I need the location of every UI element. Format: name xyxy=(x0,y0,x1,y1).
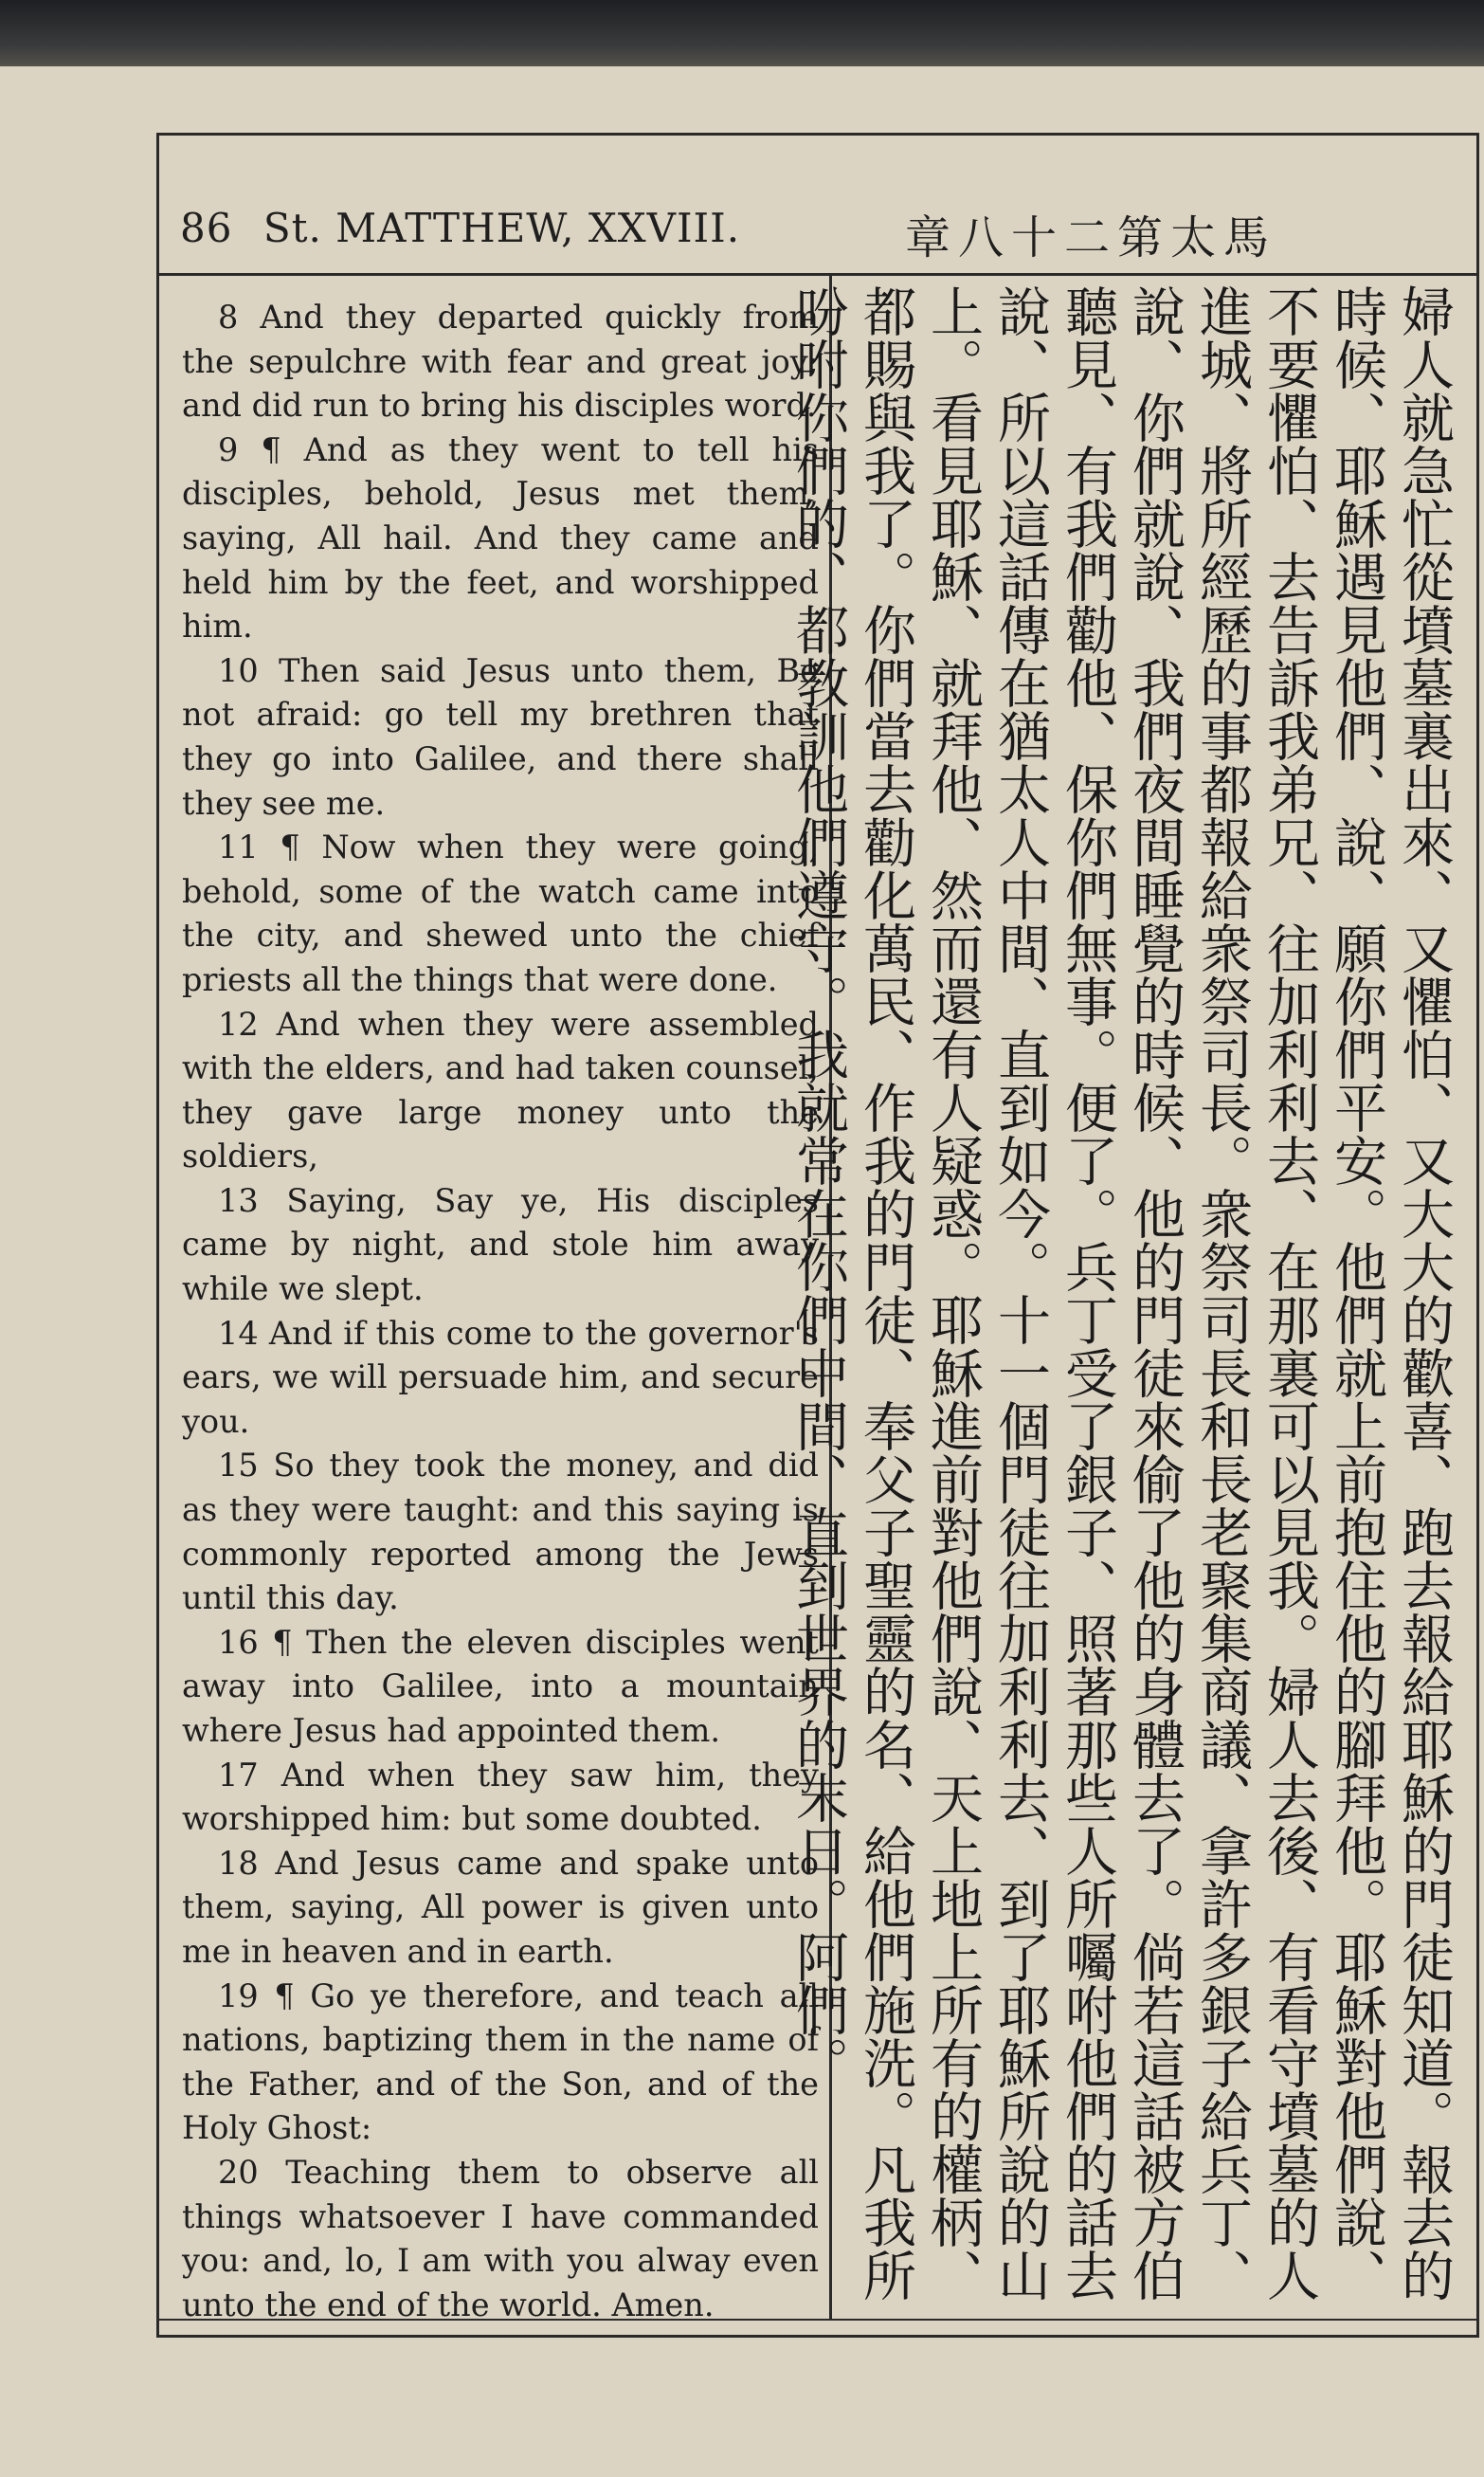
english-column xyxy=(182,296,819,2323)
chinese-text: 婦人就急忙從墳墓裏出來、又懼怕、又大大的歡喜、跑去報給耶穌的門徒知道。報去的時候、耶穌遇見他們、說、願你們平安。他們就上前抱住他的腳拜他。耶穌對他們說、不要懼怕、去告訴我弟兄、往加利利去、在那裏可以見我。婦人去後、有看守墳墓的人進城、將所經歷的事都報給衆祭司長。衆祭司長和長老聚集商議、拿許多銀子給兵丁、說、你們就說、我們夜間睡覺的時候、他的門徒來偷了他的身體去了。倘若這話被方伯聽見、有我們勸他、保你們無事。便了。兵丁受了銀子、照著那些人所囑咐他們的話去說、所以這話傳在猶太人中間、直到如今。十一個門徒往加利利去、到了耶穌所說的山上。看見耶穌、就拜他、然而還有人疑惑。耶穌進前對他們說、天上地上所有的權柄、都賜與我了。你們當去勸化萬民、作我的門徒、奉父子聖靈的名、給他們施洗。凡我所吩咐你們的、都教訓他們遵守。我就常在你們中間、直到世界的末日。阿們。 xyxy=(787,284,1455,2302)
verse-13: 13 Saying, Say ye, His disciples came by night, and stole him away while we slept. xyxy=(182,1181,819,1308)
verse-16: 16 ¶ Then the eleven disciples went away into Galilee, into a mountain where Jesus had appointed them. xyxy=(182,1623,819,1749)
verse-20: 20 Teaching them to observe all things whatsoever I have commanded you: and, lo, I am with you alway even unto the end of the world. Amen. xyxy=(182,2153,819,2323)
chinese-title: 章八十二第太馬 xyxy=(905,211,1277,264)
running-header-english xyxy=(180,205,740,262)
book-cover-edge xyxy=(0,0,1484,66)
page-number: 86 xyxy=(180,205,233,251)
english-title: St. MATTHEW, XXVIII. xyxy=(262,205,741,251)
header-rule xyxy=(156,273,1476,276)
verse-15: 15 So they took the money, and did as they were taught: and this saying is commonly reported among the Jews until this day. xyxy=(182,1447,819,1617)
verse-17: 17 And when they saw him, they worshipped him: but some doubted. xyxy=(182,1756,819,1838)
verse-9: 9 ¶ And as they went to tell his disciples, behold, Jesus met them, saying, All hail. And they came and held him by the feet, and worshipped him. xyxy=(182,430,819,646)
verse-12: 12 And when they were assembled with the elders, and had taken counsel, they gave large money unto the soldiers, xyxy=(182,1005,819,1175)
verse-11: 11 ¶ Now when they were going, behold, some of the watch came into the city, and shewed unto the chief priests all the things that were done. xyxy=(182,829,819,998)
verse-19: 19 ¶ Go ye therefore, and teach all nations, baptizing them in the name of the Father, and of the Son, and of the Holy Ghost: xyxy=(182,1976,819,2147)
verse-14: 14 And if this come to the governor's ears, we will persuade him, and secure you. xyxy=(182,1314,819,1440)
verse-8: 8 And they departed quickly from the sepulchre with fear and great joy; and did run to bring his disciples word. xyxy=(182,299,819,425)
chinese-column xyxy=(787,284,1457,2308)
verse-10: 10 Then said Jesus unto them, Be not afraid: go tell my brethren that they go into Galilee, and there shall they see me. xyxy=(182,651,819,822)
verse-18: 18 And Jesus came and spake unto them, saying, All power is given unto me in heaven and in earth. xyxy=(182,1844,819,1970)
